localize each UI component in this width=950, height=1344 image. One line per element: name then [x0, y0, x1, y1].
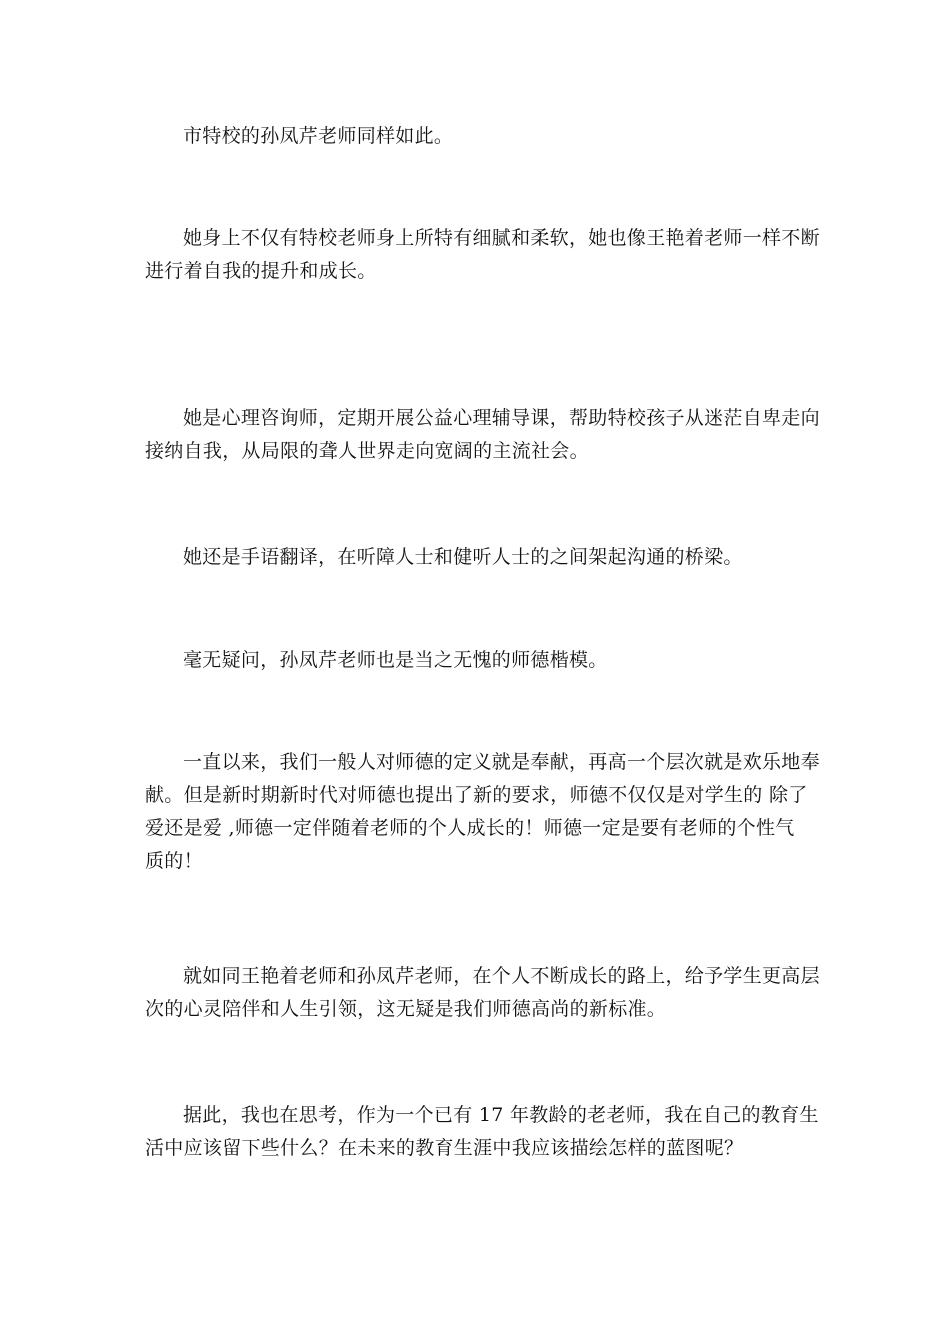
text-line: 毫无疑问，孙凤芹老师也是当之无愧的师德楷模。 [183, 649, 608, 671]
text-line: 她还是手语翻译，在听障人士和健听人士的之间架起沟通的桥梁。 [183, 546, 743, 568]
paragraph-6 [145, 746, 820, 878]
text-line: 进行着自我的提升和成长。 [145, 260, 377, 282]
text-line: 市特校的孙凤芹老师同样如此。 [183, 125, 454, 147]
paragraph-4 [145, 541, 813, 574]
text-line: 据此，我也在思考，作为一个已有 17 年教龄的老老师，我在自己的教育生 [183, 1104, 819, 1126]
text-line: 活中应该留下些什么？在未来的教育生涯中我应该描绘怎样的蓝图呢？ [145, 1137, 744, 1159]
text-line: 接纳自我，从局限的聋人世界走向宽阔的主流社会。 [145, 440, 589, 462]
text-line: 质的！ [145, 850, 203, 872]
text-line: 献。但是新时期新时代对师德也提出了新的要求，师德不仅仅是对学生的 除了 [145, 784, 808, 806]
paragraph-2 [145, 222, 820, 288]
text-line: 她是心理咨询师，定期开展公益心理辅导课，帮助特校孩子从迷茫自卑走向 [183, 407, 820, 429]
paragraph-5 [145, 644, 813, 677]
text-line: 次的心灵陪伴和人生引领，这无疑是我们师德高尚的新标准。 [145, 998, 667, 1020]
paragraph-1 [145, 120, 813, 153]
paragraph-8 [145, 1099, 819, 1165]
paragraph-3 [145, 402, 820, 468]
text-line: 她身上不仅有特校老师身上所特有细腻和柔软，她也像王艳着老师一样不断 [183, 227, 820, 249]
text-line: 爱还是爱 ,师德一定伴随着老师的个人成长的！师德一定是要有老师的个性气 [145, 817, 795, 839]
paragraph-7 [145, 960, 820, 1026]
text-line: 一直以来，我们一般人对师德的定义就是奉献，再高一个层次就是欢乐地奉 [183, 751, 820, 773]
text-line: 就如同王艳着老师和孙凤芹老师，在个人不断成长的路上，给予学生更高层 [183, 965, 820, 987]
